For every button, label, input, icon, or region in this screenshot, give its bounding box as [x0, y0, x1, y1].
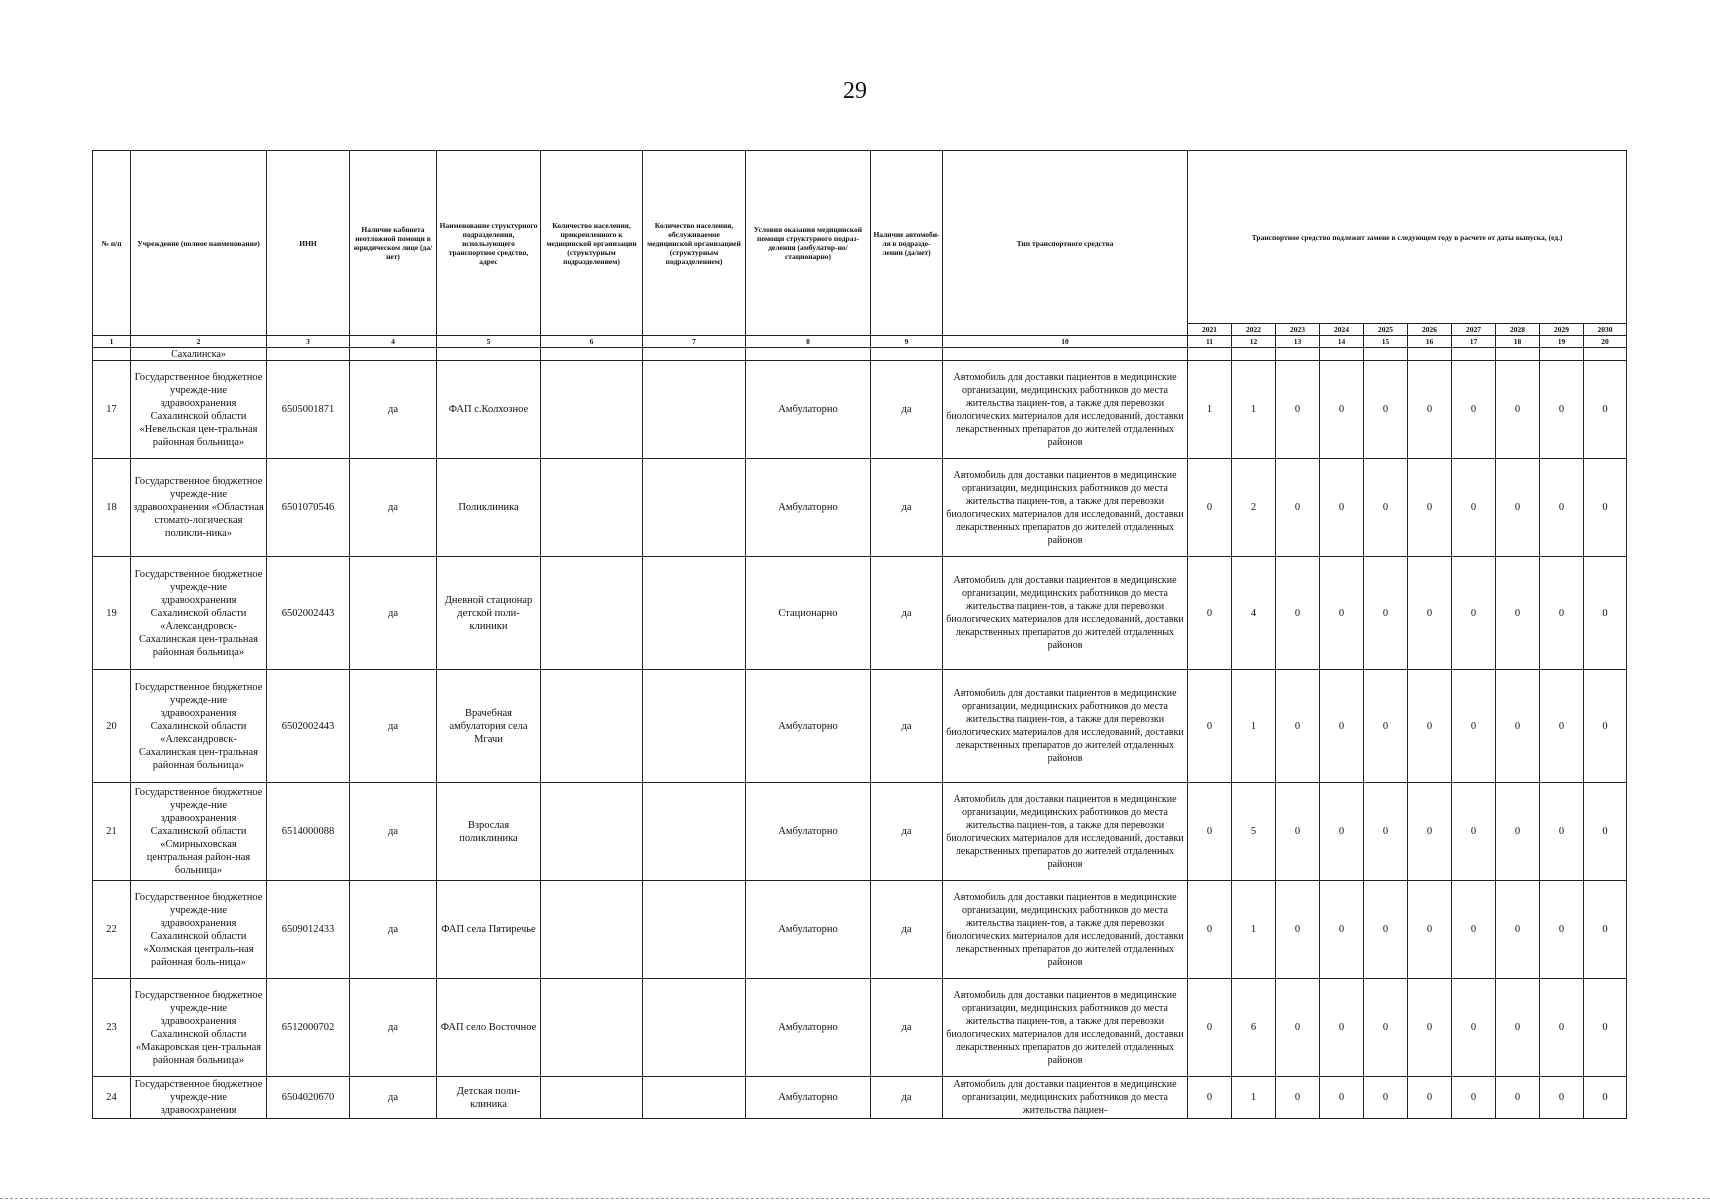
institution-name: Государственное бюджетное учрежде-ние здравоохранения «Областная стомато-логическая поликли-ника» [131, 459, 267, 557]
replacement-count-2029: 0 [1540, 881, 1584, 979]
column-number-6: 6 [541, 336, 643, 348]
replacement-count-2027: 0 [1452, 881, 1496, 979]
column-number-15: 15 [1364, 336, 1408, 348]
header-attached-population: Количество населения, прикрепленного к медицинской организации (структурным подразделением) [541, 151, 643, 336]
replacement-count-2021: 0 [1188, 979, 1232, 1077]
replacement-count-2030: 0 [1584, 783, 1627, 881]
replacement-count-2022: 6 [1232, 979, 1276, 1077]
attached-population [541, 1077, 643, 1119]
urgent-care-value: да [350, 979, 437, 1077]
attached-population [541, 783, 643, 881]
replacement-count-2028: 0 [1496, 881, 1540, 979]
replacement-count-2028: 0 [1496, 1077, 1540, 1119]
has-car-value: да [871, 361, 943, 459]
urgent-care-value: да [350, 783, 437, 881]
replacement-count-2030: 0 [1584, 670, 1627, 783]
vehicle-type: Автомобиль для доставки пациентов в медицинские организации, медицинских работников до места жительства пациен-тов, а также для перевозки биологических материалов для исследований, доставки лекарственных препаратов до жителей отдаленных районов [943, 459, 1188, 557]
replacement-count-2023: 0 [1276, 361, 1320, 459]
replacement-count-2026: 0 [1408, 361, 1452, 459]
institution-name: Государственное бюджетное учрежде-ние здравоохранения Сахалинской области «Макаровская цен-тральная районная больница» [131, 979, 267, 1077]
replacement-count-2028: 0 [1496, 557, 1540, 670]
replacement-count-2030: 0 [1584, 361, 1627, 459]
inn-value: 6505001871 [267, 361, 350, 459]
vehicle-type: Автомобиль для доставки пациентов в медицинские организации, медицинских работников до места жительства пациен-тов, а также для перевозки биологических материалов для исследований, доставки лекарственных препаратов до жителей отдаленных районов [943, 361, 1188, 459]
header-unit: Наименование структурного подразделения, использующего транспортное средство, адрес [437, 151, 541, 336]
served-population [643, 783, 746, 881]
care-conditions: Амбулаторно [746, 979, 871, 1077]
replacement-count-2029: 0 [1540, 557, 1584, 670]
institution-name: Государственное бюджетное учрежде-ние здравоохранения Сахалинской области «Александровск-Сахалинская цен-тральная районная больница» [131, 670, 267, 783]
header-years-group: Транспортное средство подлежит замене в следующем году в расчете от даты выпуска, (ед.) [1188, 151, 1627, 324]
table-row [93, 1077, 1627, 1119]
replacement-count-2028: 0 [1496, 979, 1540, 1077]
replacement-count-2029: 0 [1540, 783, 1584, 881]
replacement-count-2026: 0 [1408, 459, 1452, 557]
replacement-count-2024: 0 [1320, 459, 1364, 557]
table-row [93, 459, 1627, 557]
column-number-1: 1 [93, 336, 131, 348]
replacement-count-2023: 0 [1276, 459, 1320, 557]
served-population [643, 459, 746, 557]
replacement-count-2030: 0 [1584, 459, 1627, 557]
replacement-count-2028: 0 [1496, 783, 1540, 881]
replacement-count-2022: 1 [1232, 670, 1276, 783]
replacement-count-2027: 0 [1452, 670, 1496, 783]
attached-population [541, 881, 643, 979]
vehicle-type: Автомобиль для доставки пациентов в медицинские организации, медицинских работников до места жительства пациен- [943, 1077, 1188, 1119]
inn-value: 6509012433 [267, 881, 350, 979]
header-num: № п/п [93, 151, 131, 336]
attached-population [541, 670, 643, 783]
year-header-2024: 2024 [1320, 324, 1364, 336]
year-header-2022: 2022 [1232, 324, 1276, 336]
column-number-13: 13 [1276, 336, 1320, 348]
replacement-count-2021: 0 [1188, 459, 1232, 557]
inn-value: 6501070546 [267, 459, 350, 557]
header-institution: Учреждение (полное наименование) [131, 151, 267, 336]
urgent-care-value: да [350, 1077, 437, 1119]
replacement-count-2030: 0 [1584, 1077, 1627, 1119]
replacement-count-2024: 0 [1320, 361, 1364, 459]
inn-value: 6502002443 [267, 670, 350, 783]
replacement-count-2027: 0 [1452, 1077, 1496, 1119]
unit-name: Детская поли-клиника [437, 1077, 541, 1119]
served-population [643, 881, 746, 979]
care-conditions: Амбулаторно [746, 783, 871, 881]
replacement-count-2026: 0 [1408, 881, 1452, 979]
column-number-17: 17 [1452, 336, 1496, 348]
year-header-2029: 2029 [1540, 324, 1584, 336]
replacement-count-2025: 0 [1364, 783, 1408, 881]
replacement-count-2026: 0 [1408, 1077, 1452, 1119]
row-number: 21 [93, 783, 131, 881]
replacement-count-2030: 0 [1584, 557, 1627, 670]
replacement-count-2024: 0 [1320, 783, 1364, 881]
vehicle-type: Автомобиль для доставки пациентов в медицинские организации, медицинских работников до места жительства пациен-тов, а также для перевозки биологических материалов для исследований, доставки лекарственных препаратов до жителей отдаленных районов [943, 881, 1188, 979]
replacement-count-2028: 0 [1496, 361, 1540, 459]
table-row [93, 783, 1627, 881]
table-row [93, 557, 1627, 670]
replacement-count-2030: 0 [1584, 979, 1627, 1077]
year-header-2023: 2023 [1276, 324, 1320, 336]
year-header-2026: 2026 [1408, 324, 1452, 336]
header-urgent-care: Наличие кабинета неотложной помощи в юридическом лице (да/нет) [350, 151, 437, 336]
care-conditions: Амбулаторно [746, 459, 871, 557]
year-header-2027: 2027 [1452, 324, 1496, 336]
header-served-population: Количество населения, обслуживаемое медицинской организацией (структурным подразделением) [643, 151, 746, 336]
replacement-count-2022: 1 [1232, 1077, 1276, 1119]
institution-name: Государственное бюджетное учрежде-ние здравоохранения Сахалинской области «Смирныховская центральная район-ная больница» [131, 783, 267, 881]
column-number-14: 14 [1320, 336, 1364, 348]
column-number-8: 8 [746, 336, 871, 348]
column-number-20: 20 [1584, 336, 1627, 348]
replacement-count-2025: 0 [1364, 670, 1408, 783]
unit-name: Поликлиника [437, 459, 541, 557]
page-number: 29 [843, 78, 867, 104]
replacement-count-2027: 0 [1452, 361, 1496, 459]
urgent-care-value: да [350, 881, 437, 979]
replacement-count-2024: 0 [1320, 881, 1364, 979]
replacement-count-2023: 0 [1276, 557, 1320, 670]
column-number-19: 19 [1540, 336, 1584, 348]
vehicle-type: Автомобиль для доставки пациентов в медицинские организации, медицинских работников до места жительства пациен-тов, а также для перевозки биологических материалов для исследований, доставки лекарственных препаратов до жителей отдаленных районов [943, 670, 1188, 783]
header-has-car: Наличие автомоби-ля в подразде-лении (да/нет) [871, 151, 943, 336]
column-number-7: 7 [643, 336, 746, 348]
urgent-care-value: да [350, 557, 437, 670]
inn-value: 6502002443 [267, 557, 350, 670]
header-vehicle-type: Тип транспортного средства [943, 151, 1188, 336]
attached-population [541, 557, 643, 670]
year-header-2021: 2021 [1188, 324, 1232, 336]
replacement-count-2027: 0 [1452, 979, 1496, 1077]
replacement-count-2026: 0 [1408, 670, 1452, 783]
urgent-care-value: да [350, 670, 437, 783]
replacement-count-2029: 0 [1540, 1077, 1584, 1119]
header-conditions: Условия оказания медицинской помощи структурного подраз-деления (амбулатор-но/стационарно) [746, 151, 871, 336]
replacement-count-2027: 0 [1452, 557, 1496, 670]
replacement-count-2021: 0 [1188, 783, 1232, 881]
served-population [643, 557, 746, 670]
has-car-value: да [871, 783, 943, 881]
replacement-count-2026: 0 [1408, 979, 1452, 1077]
replacement-count-2025: 0 [1364, 881, 1408, 979]
institution-name: Государственное бюджетное учрежде-ние здравоохранения Сахалинской области «Невельская цен-тральная районная больница» [131, 361, 267, 459]
unit-name: Взрослая поликлиника [437, 783, 541, 881]
column-number-12: 12 [1232, 336, 1276, 348]
served-population [643, 670, 746, 783]
row-number: 20 [93, 670, 131, 783]
replacement-count-2025: 0 [1364, 1077, 1408, 1119]
has-car-value: да [871, 670, 943, 783]
served-population [643, 361, 746, 459]
replacement-count-2024: 0 [1320, 979, 1364, 1077]
institution-name: Государственное бюджетное учрежде-ние здравоохранения Сахалинской области «Холмская централь-ная районная боль-ница» [131, 881, 267, 979]
vehicle-type: Автомобиль для доставки пациентов в медицинские организации, медицинских работников до места жительства пациен-тов, а также для перевозки биологических материалов для исследований, доставки лекарственных препаратов до жителей отдаленных районов [943, 557, 1188, 670]
replacement-count-2023: 0 [1276, 881, 1320, 979]
column-number-4: 4 [350, 336, 437, 348]
replacement-count-2029: 0 [1540, 361, 1584, 459]
row-number: 23 [93, 979, 131, 1077]
replacement-count-2025: 0 [1364, 979, 1408, 1077]
replacement-count-2029: 0 [1540, 979, 1584, 1077]
has-car-value: да [871, 557, 943, 670]
care-conditions: Амбулаторно [746, 1077, 871, 1119]
column-number-2: 2 [131, 336, 267, 348]
replacement-count-2023: 0 [1276, 1077, 1320, 1119]
replacement-count-2025: 0 [1364, 459, 1408, 557]
column-number-10: 10 [943, 336, 1188, 348]
replacement-count-2026: 0 [1408, 783, 1452, 881]
unit-name: ФАП села Пятиречье [437, 881, 541, 979]
scan-edge-line [0, 1198, 1710, 1199]
inn-value: 6512000702 [267, 979, 350, 1077]
replacement-count-2021: 0 [1188, 881, 1232, 979]
table-row [93, 670, 1627, 783]
replacement-count-2022: 4 [1232, 557, 1276, 670]
replacement-count-2022: 2 [1232, 459, 1276, 557]
urgent-care-value: да [350, 361, 437, 459]
served-population [643, 979, 746, 1077]
replacement-count-2024: 0 [1320, 1077, 1364, 1119]
replacement-table [92, 150, 1627, 1119]
column-number-3: 3 [267, 336, 350, 348]
inn-value: 6504020670 [267, 1077, 350, 1119]
care-conditions: Амбулаторно [746, 361, 871, 459]
unit-name: Врачебная амбулатория села Мгачи [437, 670, 541, 783]
table-row [93, 361, 1627, 459]
care-conditions: Стационарно [746, 557, 871, 670]
urgent-care-value: да [350, 459, 437, 557]
year-header-2030: 2030 [1584, 324, 1627, 336]
replacement-count-2023: 0 [1276, 670, 1320, 783]
replacement-count-2021: 0 [1188, 1077, 1232, 1119]
column-number-16: 16 [1408, 336, 1452, 348]
column-number-5: 5 [437, 336, 541, 348]
replacement-count-2030: 0 [1584, 881, 1627, 979]
replacement-count-2025: 0 [1364, 557, 1408, 670]
institution-name: Государственное бюджетное учрежде-ние здравоохранения Сахалинской области «Александровск-Сахалинская цен-тральная районная больница» [131, 557, 267, 670]
unit-name: Дневной стационар детской поли-клиники [437, 557, 541, 670]
row-number: 19 [93, 557, 131, 670]
header-inn: ИНН [267, 151, 350, 336]
served-population [643, 1077, 746, 1119]
column-number-9: 9 [871, 336, 943, 348]
attached-population [541, 361, 643, 459]
row-number: 22 [93, 881, 131, 979]
replacement-count-2029: 0 [1540, 670, 1584, 783]
replacement-count-2024: 0 [1320, 670, 1364, 783]
row-number: 17 [93, 361, 131, 459]
column-number-11: 11 [1188, 336, 1232, 348]
has-car-value: да [871, 881, 943, 979]
inn-value: 6514000088 [267, 783, 350, 881]
replacement-count-2027: 0 [1452, 459, 1496, 557]
replacement-count-2024: 0 [1320, 557, 1364, 670]
replacement-count-2028: 0 [1496, 670, 1540, 783]
has-car-value: да [871, 979, 943, 1077]
table-row [93, 979, 1627, 1077]
column-number-18: 18 [1496, 336, 1540, 348]
attached-population [541, 459, 643, 557]
replacement-count-2025: 0 [1364, 361, 1408, 459]
year-header-2028: 2028 [1496, 324, 1540, 336]
replacement-count-2027: 0 [1452, 783, 1496, 881]
table-row [93, 881, 1627, 979]
has-car-value: да [871, 1077, 943, 1119]
replacement-count-2021: 0 [1188, 670, 1232, 783]
row-number: 18 [93, 459, 131, 557]
year-header-2025: 2025 [1364, 324, 1408, 336]
replacement-count-2022: 1 [1232, 361, 1276, 459]
care-conditions: Амбулаторно [746, 670, 871, 783]
unit-name: ФАП с.Колхозное [437, 361, 541, 459]
replacement-count-2029: 0 [1540, 459, 1584, 557]
unit-name: ФАП село Восточное [437, 979, 541, 1077]
has-car-value: да [871, 459, 943, 557]
vehicle-type: Автомобиль для доставки пациентов в медицинские организации, медицинских работников до места жительства пациен-тов, а также для перевозки биологических материалов для исследований, доставки лекарственных препаратов до жителей отдаленных районов [943, 979, 1188, 1077]
replacement-count-2021: 1 [1188, 361, 1232, 459]
replacement-count-2026: 0 [1408, 557, 1452, 670]
vehicle-type: Автомобиль для доставки пациентов в медицинские организации, медицинских работников до места жительства пациен-тов, а также для перевозки биологических материалов для исследований, доставки лекарственных препаратов до жителей отдаленных районов [943, 783, 1188, 881]
replacement-count-2028: 0 [1496, 459, 1540, 557]
care-conditions: Амбулаторно [746, 881, 871, 979]
institution-name: Государственное бюджетное учрежде-ние здравоохранения [131, 1077, 267, 1119]
replacement-count-2022: 5 [1232, 783, 1276, 881]
attached-population [541, 979, 643, 1077]
replacement-count-2022: 1 [1232, 881, 1276, 979]
replacement-count-2023: 0 [1276, 979, 1320, 1077]
replacement-count-2021: 0 [1188, 557, 1232, 670]
replacement-count-2023: 0 [1276, 783, 1320, 881]
continuation-row [93, 348, 1627, 361]
continuation-text: Сахалинска» [131, 348, 267, 361]
row-number: 24 [93, 1077, 131, 1119]
